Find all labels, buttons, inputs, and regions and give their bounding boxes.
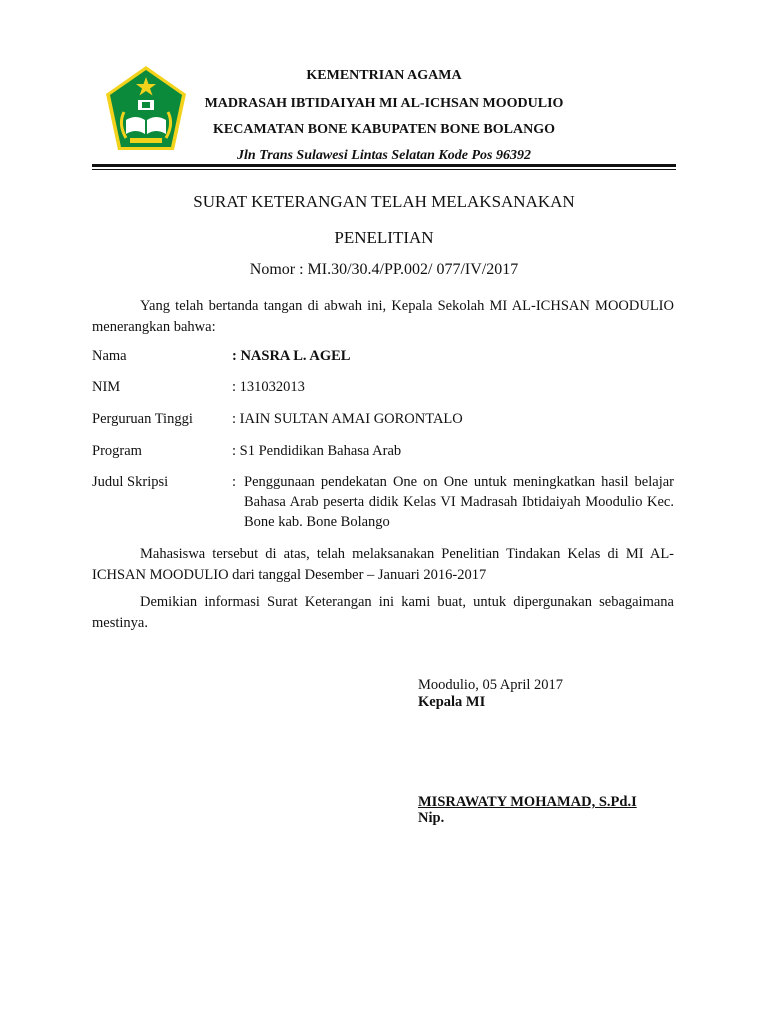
field-value-judul bbox=[232, 472, 674, 532]
document-number: Nomor : MI.30/30.4/PP.002/ 077/IV/2017 bbox=[249, 261, 519, 278]
field-value: : S1 Pendidikan Bahasa Arab bbox=[232, 443, 402, 459]
intro-paragraph: Yang telah bertanda tangan di abwah ini, Kepala Sekolah MI AL-ICHSAN MOODULIO menerangkan bahwa: bbox=[92, 298, 674, 335]
field-value: : IAIN SULTAN AMAI GORONTALO bbox=[232, 411, 463, 427]
letterhead-divider-thin bbox=[92, 169, 676, 170]
document-title-line1: SURAT KETERANGAN TELAH MELAKSANAKAN bbox=[193, 192, 575, 211]
letterhead-divider-thick bbox=[92, 164, 676, 167]
school-name: MADRASAH IBTIDAIYAH MI AL-ICHSAN MOODULIO bbox=[204, 96, 564, 111]
field-value: : NASRA L. AGEL bbox=[232, 348, 351, 364]
statement-paragraph: Mahasiswa tersebut di atas, telah melaksanakan Penelitian Tindakan Kelas di MI AL-ICHSAN MOODULIO dari tanggal Desember – Januari 2016-2017 bbox=[92, 546, 674, 583]
kemenag-emblem-icon bbox=[104, 64, 188, 156]
closing-paragraph: Demikian informasi Surat Keterangan ini kami buat, untuk dipergunakan sebagaimana mestinya. bbox=[92, 594, 674, 631]
thesis-title: Penggunaan pendekatan One on One untuk meningkatkan hasil belajar Bahasa Arab peserta didik Kelas VI Madrasah Ibtidaiyah Moodulio Kec. Bone kab. Bone Bolango bbox=[244, 474, 674, 530]
place-date: Moodulio, 05 April 2017 bbox=[418, 677, 564, 693]
field-label: Nama bbox=[92, 348, 127, 364]
field-label: Judul Skripsi bbox=[92, 474, 169, 490]
signer-position: Kepala MI bbox=[418, 694, 486, 710]
letterhead bbox=[190, 66, 578, 166]
field-label: NIM bbox=[92, 379, 121, 395]
document-title-line2: PENELITIAN bbox=[334, 228, 434, 247]
field-value: : 131032013 bbox=[232, 379, 305, 395]
field-label: Program bbox=[92, 443, 142, 459]
field-colon: : bbox=[232, 474, 237, 490]
signer-nip: Nip. bbox=[418, 810, 445, 826]
school-address: Jln Trans Sulawesi Lintas Selatan Kode Pos 96392 bbox=[237, 148, 531, 163]
district-name: KECAMATAN BONE KABUPATEN BONE BOLANGO bbox=[213, 122, 555, 137]
signer-name: MISRAWATY MOHAMAD, S.Pd.I bbox=[418, 794, 637, 810]
field-label: Perguruan Tinggi bbox=[92, 411, 193, 427]
ministry-name: KEMENTRIAN AGAMA bbox=[306, 68, 462, 83]
